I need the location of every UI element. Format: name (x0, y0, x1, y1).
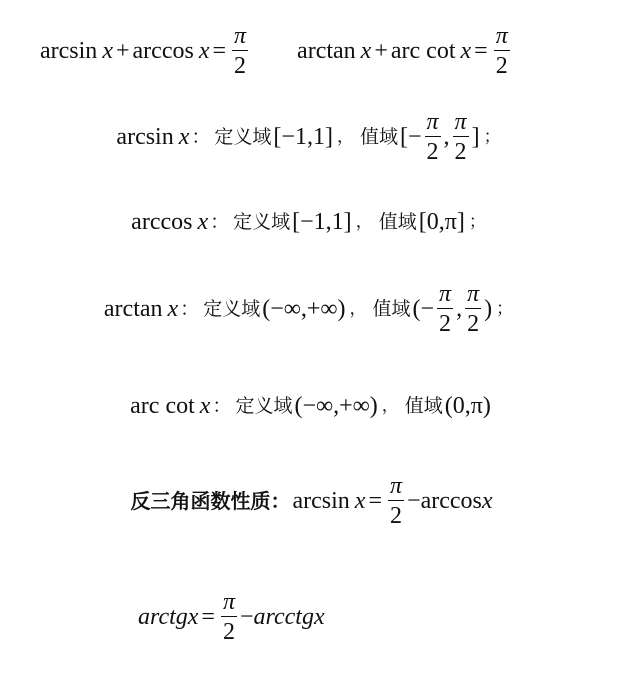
pi-over-two-fraction (437, 282, 453, 336)
arccot-func: arc cot (130, 393, 195, 419)
fraction-denominator: 2 (437, 308, 453, 336)
equals-sign: = (201, 604, 215, 630)
variable-x: x (178, 124, 190, 150)
arcctgx-term: arcctgx (253, 604, 325, 630)
fraction-denominator: 2 (221, 616, 237, 644)
variable-x: x (198, 38, 210, 64)
fraction-denominator: 2 (453, 136, 469, 164)
range-separator: , (443, 124, 450, 150)
arccos-func: arccos (420, 488, 482, 514)
colon: ： (212, 394, 232, 417)
range-value: [0,π] (418, 209, 465, 235)
comma: ， (355, 211, 373, 232)
arccos-domain-line (0, 210, 621, 234)
variable-x: x (102, 38, 113, 64)
minus-sign: − (407, 488, 421, 514)
fraction-numerator: π (467, 281, 480, 307)
variable-x: x (360, 38, 372, 64)
pi-over-two-fraction (221, 590, 237, 644)
fraction-numerator: π (426, 109, 439, 135)
fraction-denominator: 2 (465, 308, 481, 336)
colon: ： (191, 125, 211, 148)
arcsin-func: arcsin (40, 38, 98, 64)
arcsin-func: arcsin (116, 124, 174, 150)
identity-sum-line (40, 24, 600, 78)
domain-value: [−1,1] (292, 209, 352, 235)
range-open: [− (399, 124, 422, 150)
range-label: 值域 (378, 210, 417, 233)
property-label: 反三角函数性质： (130, 489, 291, 513)
plus-sign: + (115, 38, 130, 64)
minus-sign: − (240, 604, 254, 630)
fraction-denominator: 2 (232, 50, 248, 78)
arccot-func: arc cot (390, 38, 456, 64)
fraction-denominator: 2 (494, 50, 510, 78)
arctgx-term: arctgx (138, 604, 199, 630)
colon: ： (180, 297, 200, 320)
arctan-func: arctan (103, 296, 163, 322)
range-label: 值域 (359, 125, 398, 148)
domain-label: 定义域 (235, 394, 293, 417)
arccos-func: arccos (132, 38, 194, 64)
comma: ， (349, 298, 367, 319)
fraction-numerator: π (389, 473, 403, 499)
fraction-numerator: π (454, 109, 467, 135)
property-line (0, 474, 621, 528)
fraction-denominator: 2 (388, 500, 404, 528)
domain-label: 定义域 (203, 297, 261, 320)
semicolon: ； (468, 211, 486, 232)
range-close: ] (471, 124, 480, 150)
range-label: 值域 (372, 297, 411, 320)
equals-sign: = (474, 38, 488, 64)
variable-x: x (481, 488, 493, 514)
variable-x: x (197, 209, 209, 235)
domain-value: (−∞,+∞) (262, 296, 346, 322)
variable-x: x (354, 488, 366, 514)
arccos-func: arccos (131, 209, 193, 235)
range-open: (− (412, 296, 435, 322)
fraction-numerator: π (495, 23, 508, 49)
fraction-numerator: π (439, 281, 452, 307)
fraction-numerator: π (222, 589, 235, 615)
domain-label: 定义域 (233, 210, 291, 233)
colon: ： (210, 210, 230, 233)
domain-label: 定义域 (214, 125, 272, 148)
pi-over-two-fraction (465, 282, 481, 336)
equals-sign: = (368, 488, 382, 514)
arctg-line (138, 590, 588, 644)
pi-over-two-fraction (453, 110, 469, 164)
range-value: (0,π) (444, 393, 491, 419)
pi-over-two-fraction (388, 474, 404, 528)
arctan-domain-line (0, 282, 621, 336)
range-close: ) (484, 296, 493, 322)
comma: ， (336, 126, 354, 147)
range-separator: , (456, 296, 463, 322)
arcsin-func: arcsin (292, 488, 350, 514)
pi-over-two-fraction (232, 24, 248, 78)
semicolon: ； (496, 298, 514, 319)
fraction-numerator: π (234, 23, 247, 49)
variable-x: x (460, 38, 472, 64)
domain-value: [−1,1] (273, 124, 333, 150)
semicolon: ； (483, 126, 501, 147)
plus-sign: + (374, 38, 388, 64)
domain-value: (−∞,+∞) (294, 393, 378, 419)
range-label: 值域 (404, 394, 443, 417)
arctan-func: arctan (297, 38, 356, 64)
variable-x: x (167, 296, 179, 322)
comma: ， (381, 395, 399, 416)
pi-over-two-fraction (494, 24, 510, 78)
pi-over-two-fraction (425, 110, 441, 164)
fraction-denominator: 2 (425, 136, 441, 164)
variable-x: x (199, 393, 211, 419)
equals-sign: = (212, 38, 227, 64)
arccot-domain-line (0, 394, 621, 418)
arcsin-domain-line (0, 110, 621, 164)
